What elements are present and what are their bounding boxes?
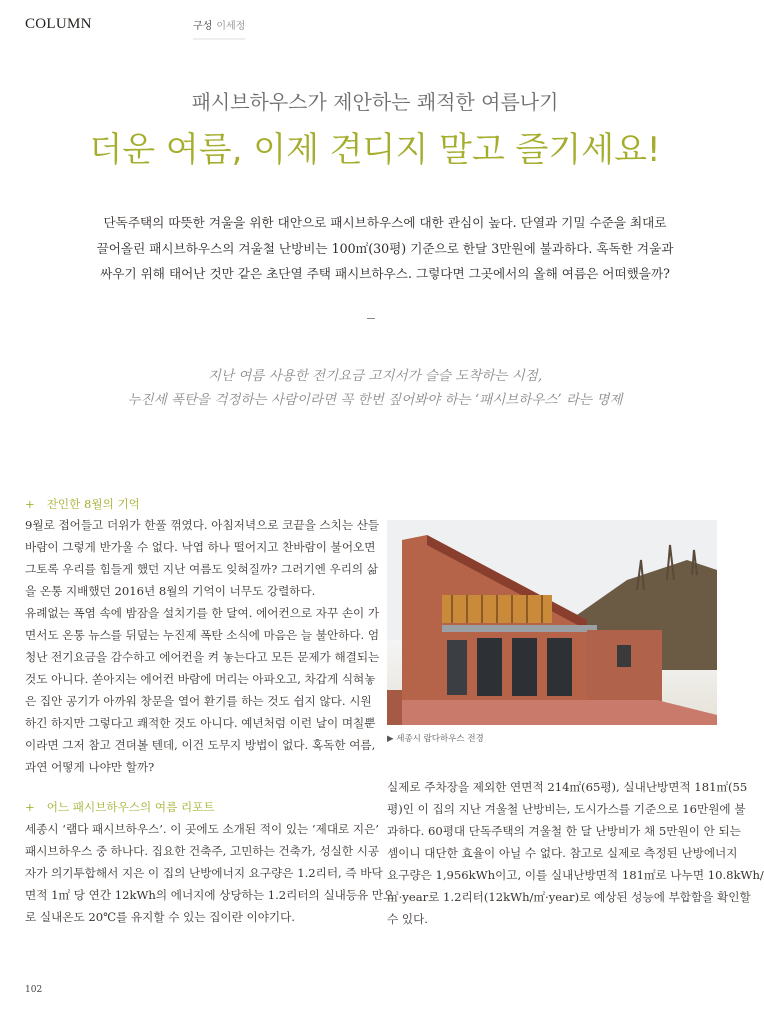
section-label: COLUMN: [25, 16, 92, 32]
body-line: 수 있다.: [387, 912, 428, 926]
photo-caption: [387, 732, 484, 744]
body-line: 자가 의기투합해서 지은 이 집의 난방에너지 요구량은 1.2리터, 즉 바닥: [25, 866, 383, 880]
body-line: 면서도 온통 뉴스를 뒤덮는 누진제 폭탄 소식에 마음은 늘 불안하다. 엄: [25, 628, 380, 642]
pull-quote: [0, 364, 750, 412]
credit-name: 이세정: [216, 21, 246, 32]
intro-paragraph: [80, 210, 690, 287]
body-line: 요구량은 1,956kWh이고, 이를 실내난방면적 181㎡로 나누면 10.8kWh/: [387, 868, 764, 882]
article-subtitle: 패시브하우스가 제안하는 쾌적한 여름나기: [191, 90, 559, 114]
body-line: 패시브하우스 중 하나다. 집요한 건축주, 고민하는 건축가, 성실한 시공: [25, 844, 380, 858]
credit: [193, 17, 245, 40]
section-heading: [25, 496, 140, 512]
quote-line: 누진세 폭탄을 걱정하는 사람이라면 꼭 한번 짚어봐야 하는 ‘패시브하우스’ 라는 명제: [127, 392, 623, 408]
caption-text: 세종시 람다하우스 전경: [396, 734, 484, 744]
body-text-section3: [387, 776, 764, 930]
body-line: 로 실내온도 20℃를 유지할 수 있는 집이란 이야기다.: [25, 910, 295, 924]
body-line: 이라면 그저 참고 견뎌볼 텐데, 이건 도무지 방법이 없다. 혹독한 여름,: [25, 738, 376, 752]
body-text-section2: [25, 818, 395, 928]
body-line: 세종시 ‘램다 패시브하우스’. 이 곳에도 소개된 적이 있는 ‘제대로 지은’: [25, 822, 379, 836]
triangle-icon: ▶: [387, 734, 394, 744]
body-line: 유례없는 폭염 속에 밤잠을 설치기를 한 달여. 에어컨으로 자꾸 손이 가: [25, 606, 380, 620]
body-line: 평)인 이 집의 지난 겨울철 난방비는, 도시가스를 기준으로 16만원에 불: [387, 802, 746, 816]
body-line: 과연 어떻게 나야만 할까?: [25, 760, 155, 774]
body-line: 9월로 접어들고 더위가 한풀 꺾였다. 아침저녁으로 코끝을 스치는 산들: [25, 518, 380, 532]
article-title: 더운 여름, 이제 견디지 말고 즐기세요!: [89, 130, 661, 170]
body-line: 셈이니 대단한 효율이 아닐 수 없다. 참고로 실제로 측정된 난방에너지: [387, 846, 738, 860]
body-line: 은 집안 공기가 아까워 창문을 열어 환기를 하는 것도 쉽지 않다. 시원: [25, 694, 372, 708]
plus-icon: +: [25, 800, 35, 814]
house-photo-illustration: [387, 520, 717, 725]
divider: [367, 318, 375, 319]
body-line: 과하다. 60평대 단독주택의 겨울철 한 달 난방비가 채 5만원이 안 되는: [387, 824, 741, 838]
body-line: 청난 전기요금을 감수하고 에어컨을 켜 놓는다고 모든 문제가 해결되는: [25, 650, 380, 664]
section-heading-text: 잔인한 8월의 기억: [46, 497, 140, 511]
body-line: 하긴 하지만 그렇다고 쾌적한 것도 아니다. 예년처럼 이런 날이 며칠뿐: [25, 716, 376, 730]
body-line: 면적 1㎡ 당 연간 12kWh의 에너지에 상당하는 1.2리터의 실내등유 만으: [25, 888, 395, 902]
credit-label: 구성: [193, 21, 213, 32]
body-line: ㎡·year로 1.2리터(12kWh/㎡·year)로 예상된 성능에 부합함을 확인할: [387, 890, 751, 904]
quote-line: 지난 여름 사용한 전기요금 고지서가 슬슬 도착하는 시점,: [207, 368, 543, 384]
plus-icon: +: [25, 497, 35, 511]
intro-line: 끌어올린 패시브하우스의 겨울철 난방비는 100㎡(30평) 기준으로 한달 3만원에 불과하다. 혹독한 겨울과: [96, 240, 674, 256]
intro-line: 싸우기 위해 태어난 것만 같은 초단열 주택 패시브하우스. 그렇다면 그곳에서의 올해 여름은 어떠했을까?: [100, 266, 670, 281]
body-line: 을 온통 지배했던 2016년 8월의 기억이 너무도 강렬하다.: [25, 584, 316, 598]
page-number: 102: [25, 985, 43, 995]
body-text-section1: [25, 514, 380, 778]
section-heading-text: 어느 패시브하우스의 여름 리포트: [46, 800, 215, 814]
body-line: 것도 아니다. 쏟아지는 에어컨 바람에 머리는 아파오고, 차갑게 식혀놓: [25, 672, 376, 686]
body-line: 바람이 그렇게 반가울 수 없다. 낙엽 하나 떨어지고 찬바람이 불어오면: [25, 540, 376, 554]
intro-line: 단독주택의 따뜻한 겨울을 위한 대안으로 패시브하우스에 대한 관심이 높다. 단열과 기밀 수준을 최대로: [103, 215, 667, 230]
house-photo: [387, 520, 717, 725]
body-line: 실제로 주차장을 제외한 연면적 214㎡(65평), 실내난방면적 181㎡(55: [387, 780, 748, 794]
section-heading: [25, 799, 215, 815]
body-line: 그토록 우리를 힘들게 했던 지난 여름도 잊혀질까? 그러기엔 우리의 삶: [25, 562, 378, 576]
